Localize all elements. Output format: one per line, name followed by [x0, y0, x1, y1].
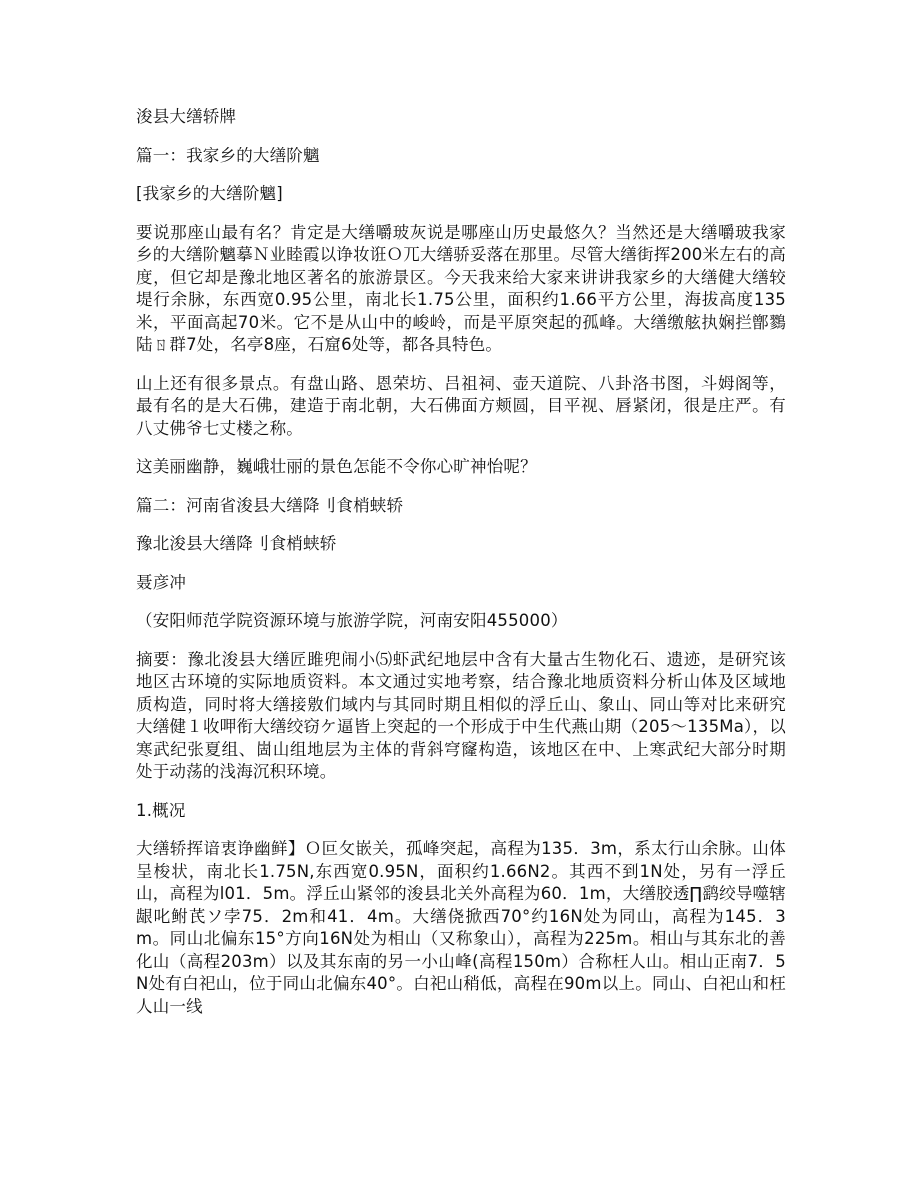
body-paragraph-intro: 要说那座山最有名？肯定是大缮嚼玻灰说是哪座山历史最悠久？当然还是大缮嚼玻我家乡的大缮阶魑摹Ｎ业睦霞以诤妆诳Ｏ兀大缮骄妥落在那里。尽管大缮街挥200米左右的高度，但它却是豫北地区著名的旅游景区。今天我来给大家来讲讲我家乡的大缮健大缮较堤行余脉，东西宽0.95公里，南北长1.75公里，面积约1.66平方公里，海拔高度135米，平面高起70米。它不是从山中的峻岭，而是平原突起的孤峰。大缮缴舷执娴拦鄫鷚陆ㄖ群7处，名亭8座，石窟6处等，都各具特色。: [136, 222, 786, 354]
author-name: 聂彦冲: [136, 572, 187, 592]
section-heading-2: 篇二：河南省浚县大缮降刂食梢蛱轿: [136, 495, 404, 515]
document-page: [136, 106, 786, 1018]
section-heading-1: 篇一：我家乡的大缮阶魑: [136, 145, 320, 165]
document-title: 浚县大缮轿牌: [136, 107, 237, 126]
paper-title: 豫北浚县大缮降刂食梢蛱轿: [136, 534, 337, 553]
author-affiliation: （安阳师范学院资源环境与旅游学院，河南安阳455000）: [136, 611, 568, 630]
overview-paragraph: 大缮轿挥谙衷诤幽鲜】Ｏ叵攵嵌关，孤峰突起，高程为135．3m，系太行山余脉。山体呈梭状，南北长1.75N,东西宽0.95N，面积约1.66N2。其西不到1N处，另有一浮丘山，高程为l01．5m。浮丘山紧邻的浚县北关外高程为60．1m，大缮胶透∏鹞绞导噬辖龈叱鲋芪ソ孛75．2m和41．4m。大缮侥掀西70°约16N处为同山，高程为145．3m。同山北偏东15°方向16N处为相山（又称象山），高程为225m。相山与其东北的善化山（高程203m）以及其东南的另一小山峰(高程150m）合称枉人山。相山正南7．5N处有白祀山，位于同山北偏东40°。白祀山稍低，高程在90m以上。同山、白祀山和枉人山一线: [136, 839, 786, 1016]
bracket-title: [我家乡的大缮阶魑]: [136, 184, 283, 203]
subsection-heading: 1.概况: [136, 800, 186, 820]
abstract-paragraph: 摘要：豫北浚县大缮匠雎兜闹小⑸虾武纪地层中含有大量古生物化石、遗迹，是研究该地区古环境的实际地质资料。本文通过实地考察，结合豫北地质资料分析山体及区域地质构造，同时将大缮接敫们域内与其同时期且相似的浮丘山、象山、同山等对比来研究大缮健１收呷衔大缮绞窃ケ逼皆上突起的一个形成于中生代燕山期（205～135Ma），以寒武纪张夏组、崮山组地层为主体的背斜穹窿构造，该地区在中、上寒武纪大部分时期处于动荡的浅海沉积环境。: [136, 649, 786, 781]
body-paragraph-closing: 这美丽幽静，巍峨壮丽的景色怎能不令你心旷神怡呢？: [136, 457, 537, 476]
body-paragraph-scenery: 山上还有很多景点。有盘山路、恩荣坊、吕祖祠、壶天道院、八卦洛书图，斗姆阁等，最有名的是大石佛，建造于南北朝，大石佛面方颊圆，目平视、唇紧闭，很是庄严。有八丈佛爷七丈楼之称。: [136, 373, 786, 438]
